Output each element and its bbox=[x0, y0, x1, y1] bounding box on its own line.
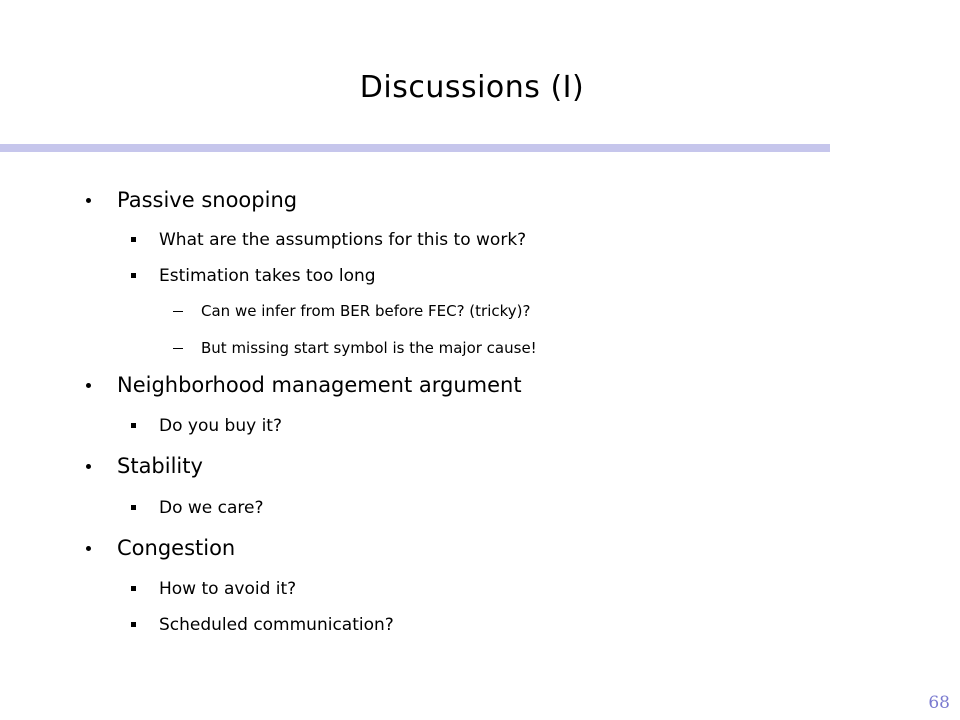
bullet-text: But missing start symbol is the major cause! bbox=[201, 339, 537, 357]
square-bullet-icon bbox=[131, 586, 136, 591]
bullet-text: How to avoid it? bbox=[159, 579, 297, 599]
bullet-item-level1 bbox=[117, 372, 522, 398]
bullet-text: Congestion bbox=[117, 536, 236, 560]
bullet-item-level1 bbox=[117, 535, 235, 561]
bullet-text: Do you buy it? bbox=[159, 416, 282, 436]
bullet-text: What are the assumptions for this to work? bbox=[159, 230, 527, 250]
bullet-item-level2 bbox=[159, 229, 526, 251]
square-bullet-icon bbox=[131, 505, 136, 510]
square-bullet-icon bbox=[131, 273, 136, 278]
square-bullet-icon bbox=[131, 423, 136, 428]
bullet-text: Passive snooping bbox=[117, 188, 298, 212]
dash-bullet-icon bbox=[173, 348, 183, 349]
dash-bullet-icon bbox=[173, 311, 183, 312]
round-bullet-icon bbox=[86, 383, 91, 388]
bullet-text: Stability bbox=[117, 454, 203, 478]
square-bullet-icon bbox=[131, 622, 136, 627]
bullet-item-level1 bbox=[117, 187, 297, 213]
bullet-item-level3 bbox=[201, 301, 530, 321]
bullet-text: Can we infer from BER before FEC? (tricky)? bbox=[201, 302, 531, 320]
bullet-text: Neighborhood management argument bbox=[117, 373, 522, 397]
slide-title: Discussions (I) bbox=[359, 70, 585, 105]
bullet-item-level2 bbox=[159, 265, 376, 287]
round-bullet-icon bbox=[86, 198, 91, 203]
square-bullet-icon bbox=[131, 237, 136, 242]
bullet-item-level2 bbox=[159, 614, 394, 636]
round-bullet-icon bbox=[86, 464, 91, 469]
page-number: 68 bbox=[928, 693, 950, 713]
bullet-item-level2 bbox=[159, 578, 296, 600]
bullet-text: Do we care? bbox=[159, 498, 264, 518]
bullet-item-level2 bbox=[159, 415, 282, 437]
round-bullet-icon bbox=[86, 546, 91, 551]
bullet-item-level1 bbox=[117, 453, 203, 479]
bullet-text: Estimation takes too long bbox=[159, 266, 376, 286]
bullet-text: Scheduled communication? bbox=[159, 615, 394, 635]
bullet-item-level2 bbox=[159, 497, 264, 519]
bullet-item-level3 bbox=[201, 338, 537, 358]
